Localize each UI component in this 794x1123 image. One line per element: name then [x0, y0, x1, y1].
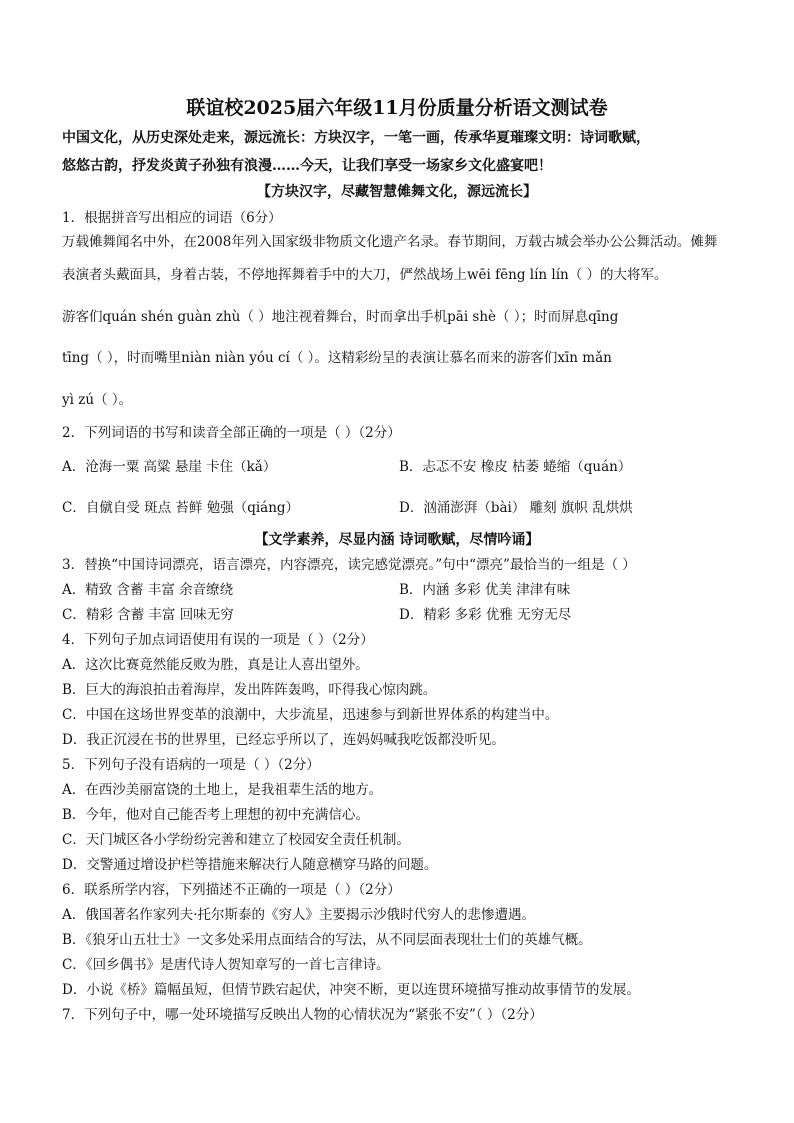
q4-stem: 4．下列句子加点词语使用有误的一项是（ ）（2分）: [62, 632, 374, 648]
q5-option-d: D．交警通过增设护栏等措施来解决行人随意横穿马路的问题。: [62, 857, 438, 873]
q2-option-b: B．忐忑不安 橡皮 枯萎 蜷缩（quán）: [399, 459, 632, 475]
q4-option-c: C．中国在这场世界变革的浪潮中，大步流星，迅速参与到新世界体系的构建当中。: [62, 707, 559, 723]
q3-option-c: C．精彩 含蓄 丰富 回味无穷: [62, 607, 234, 623]
q1-line-2: 表演者头戴面具，身着古装，不停地挥舞着手中的大刀，俨然战场上wēi fēng lín lín（ ）的大将军。: [62, 267, 668, 283]
q4-option-b: B．巨大的海浪拍击着海岸，发出阵阵轰鸣，吓得我心惊肉跳。: [62, 682, 437, 698]
q1-line-3: 游客们quán shén guàn zhù（ ）地注视着舞台，时而拿出手机pāi shè（ ）；时而屏息qīng: [62, 309, 619, 325]
q1-stem: 1．根据拼音写出相应的词语（6分）: [62, 210, 282, 226]
q1-line-5: yì zú（ ）。: [62, 392, 133, 408]
section-heading-1: 【方块汉字，尽藏智慧傩舞文化，源远流长】: [257, 184, 537, 200]
exam-title: 联谊校2025届六年级11月份质量分析语文测试卷: [186, 97, 608, 119]
q5-stem: 5．下列句子没有语病的一项是（ ）（2分）: [62, 757, 320, 773]
q7-stem: 7．下列句子中，哪一处环境描写反映出人物的心情状况为“紧张不安”（ ）（2分）: [62, 1007, 543, 1023]
q3-option-b: B．内涵 多彩 优美 津津有味: [399, 582, 571, 598]
q5-option-b: B．今年，他对自己能否考上理想的初中充满信心。: [62, 807, 369, 823]
q3-option-a: A．精致 含蓄 丰富 余音缭绕: [62, 582, 234, 598]
q1-line-4: tīng（ ），时而嘴里niàn niàn yóu cí（ ）。这精彩纷呈的表演让慕名而来的游客们xīn mǎn: [62, 350, 612, 366]
q2-option-a: A．沧海一粟 高粱 悬崖 卡住（kǎ）: [62, 459, 277, 475]
q5-option-a: A．在西沙美丽富饶的土地上，是我祖辈生活的地方。: [62, 782, 383, 798]
q6-stem: 6．联系所学内容，下列描述不正确的一项是（ ）（2分）: [62, 882, 401, 898]
q5-option-c: C．天门城区各小学纷纷完善和建立了校园安全责任机制。: [62, 832, 410, 848]
q3-stem: 3．替换“中国诗词漂亮，语言漂亮，内容漂亮，读完感觉漂亮。”句中“漂亮”最恰当的一组是（ ）: [62, 557, 636, 573]
q6-option-d: D．小说《桥》篇幅虽短，但情节跌宕起伏，冲突不断，更以连贯环境描写推动故事情节的发展。: [62, 982, 640, 998]
intro-line-1: 中国文化，从历史深处走来，源远流长：方块汉字，一笔一画，传承华夏璀璨文明：诗词歌赋，: [62, 130, 650, 146]
q4-option-d: D．我正沉浸在书的世界里，已经忘乎所以了，连妈妈喊我吃饭都没听见。: [62, 732, 505, 748]
q6-option-a: A．俄国著名作家列夫·托尔斯泰的《穷人》主要揭示沙俄时代穷人的悲惨遭遇。: [62, 907, 536, 923]
q6-option-b: B．《狼牙山五壮士》一文多处采用点面结合的写法，从不同层面表现壮士们的英雄气概。: [62, 932, 592, 948]
intro-line-2: 悠悠古韵，抒发炎黄子孙独有浪漫……今天，让我们享受一场家乡文化盛宴吧！: [62, 158, 552, 174]
section-heading-2: 【文学素养，尽显内涵 诗词歌赋，尽情吟诵】: [254, 532, 540, 548]
q3-option-d: D．精彩 多彩 优雅 无穷无尽: [399, 607, 572, 623]
q2-option-d: D．汹涌澎湃（bài） 雕刻 旗帜 乱烘烘: [399, 500, 633, 516]
q2-stem: 2．下列词语的书写和读音全部正确的一项是（ ）（2分）: [62, 425, 401, 441]
q6-option-c: C．《回乡偶书》是唐代诗人贺知章写的一首七言律诗。: [62, 957, 390, 973]
q2-option-c: C．自僦自受 斑点 苔鲜 勉强（qiáng）: [62, 500, 300, 516]
q4-option-a: A．这次比赛竟然能反败为胜，真是让人喜出望外。: [62, 657, 369, 673]
q1-line-1: 万载傩舞闻名中外，在2008年列入国家级非物质文化遗产名录。春节期间，万载古城会举办公公舞活动。傩舞: [62, 234, 718, 250]
